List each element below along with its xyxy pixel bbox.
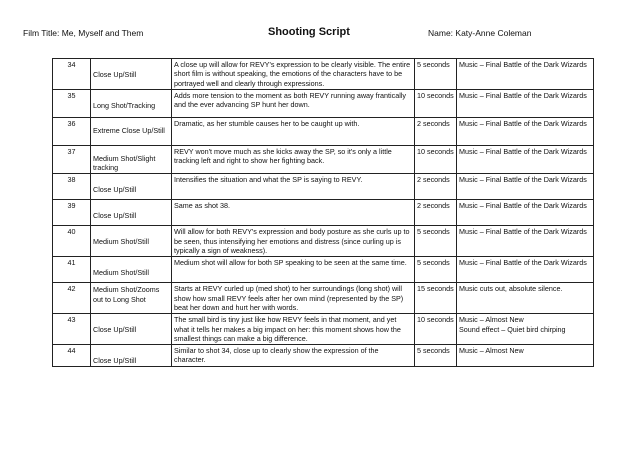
shot-type-cell [91, 314, 172, 345]
shot-row [53, 314, 594, 345]
shot-type-cell [91, 117, 172, 145]
shot-music: Music – Final Battle of the Dark Wizards [459, 227, 587, 237]
shot-number: 43 [67, 315, 76, 325]
shot-duration: 10 seconds [417, 315, 454, 325]
shot-duration-cell [415, 283, 457, 314]
shot-music: Music – Final Battle of the Dark Wizards [459, 118, 587, 128]
shot-number: 38 [67, 175, 76, 185]
page-header [0, 26, 638, 42]
shot-duration-cell [415, 314, 457, 345]
shot-music: Music – Final Battle of the Dark Wizards [459, 90, 587, 100]
shot-duration: 2 seconds [417, 201, 450, 211]
shot-number-cell [53, 145, 91, 174]
shot-description: REVY won't move much as she kicks away the SP, so it's only a little tracking left and right to show her fighting back. [174, 146, 392, 166]
shot-number-cell [53, 174, 91, 200]
shot-row [53, 200, 594, 226]
shot-number-cell [53, 257, 91, 283]
shot-duration: 2 seconds [417, 175, 450, 185]
shot-description-cell [172, 174, 415, 200]
shot-description-cell [172, 200, 415, 226]
shot-description-cell [172, 226, 415, 257]
shot-duration-cell [415, 174, 457, 200]
shot-description-cell [172, 345, 415, 367]
shot-music: Music – Final Battle of the Dark Wizards [459, 60, 587, 69]
shot-duration: 5 seconds [417, 227, 450, 237]
shot-type-cell [91, 257, 172, 283]
shot-description-cell [172, 59, 415, 90]
shot-description: A close up will allow for REVY's expression to be clearly visible. The entire short film is without speaking, the emotions of the characters have to be portrayed well and clearly through expressions. [174, 60, 411, 88]
shot-type-cell [91, 145, 172, 174]
shot-duration: 5 seconds [417, 60, 450, 69]
shot-music-cell [457, 145, 594, 174]
shot-type: Close Up/Still [93, 211, 137, 221]
shot-music: Music – Final Battle of the Dark Wizards [459, 201, 587, 211]
shot-row [53, 283, 594, 314]
shot-number-cell [53, 59, 91, 90]
shot-number: 35 [67, 90, 76, 100]
shot-description-cell [172, 89, 415, 117]
shot-music-cell [457, 283, 594, 314]
shot-row [53, 257, 594, 283]
shot-number: 41 [67, 258, 76, 268]
shot-description-cell [172, 257, 415, 283]
shot-description: Dramatic, as her stumble causes her to be caught up with. [174, 118, 360, 128]
shot-number: 36 [67, 118, 76, 128]
shot-duration-cell [415, 145, 457, 174]
shot-number: 34 [67, 60, 76, 69]
shot-type: Medium Shot/Still [93, 237, 149, 247]
shot-description: The small bird is tiny just like how REVY feels in that moment, and yet what it tells her makes a big impact on her: this moment shows how the smallest things can make a big difference. [174, 315, 401, 343]
shot-number-cell [53, 226, 91, 257]
shot-row [53, 226, 594, 257]
shot-type: Close Up/Still [93, 185, 137, 195]
shot-description: Adds more tension to the moment as both REVY running away frantically and the ever advancing SP hunt her down. [174, 90, 406, 110]
shot-description-cell [172, 117, 415, 145]
shot-description-cell [172, 145, 415, 174]
shot-type: Long Shot/Tracking [93, 100, 156, 110]
shot-music-cell [457, 117, 594, 145]
shot-description: Intensifies the situation and what the SP is saying to REVY. [174, 175, 363, 185]
shot-duration-cell [415, 89, 457, 117]
shot-number-cell [53, 314, 91, 345]
shooting-script-table [52, 58, 594, 367]
shot-type: Close Up/Still [93, 325, 137, 335]
shot-music: Music – Final Battle of the Dark Wizards [459, 258, 587, 268]
shot-number-cell [53, 283, 91, 314]
shot-music: Music – Almost New [459, 346, 524, 356]
shot-number: 44 [67, 346, 76, 356]
shot-type-cell [91, 174, 172, 200]
shot-type: Close Up/Still [93, 356, 137, 366]
shot-duration: 2 seconds [417, 118, 450, 128]
shot-number-cell [53, 345, 91, 367]
shot-description-cell [172, 283, 415, 314]
shot-music: Music – Final Battle of the Dark Wizards [459, 146, 587, 156]
shot-duration: 10 seconds [417, 90, 454, 100]
shot-type: Medium Shot/Zooms out to Long Shot [93, 285, 160, 304]
shot-music-cell [457, 345, 594, 367]
film-title: Film Title: Me, Myself and Them [23, 28, 144, 38]
shot-music: Music – Almost New Sound effect – Quiet bird chirping [459, 315, 566, 334]
author-name: Name: Katy-Anne Coleman [428, 28, 532, 38]
shot-duration-cell [415, 200, 457, 226]
shot-row [53, 145, 594, 174]
shot-duration-cell [415, 257, 457, 283]
shot-row [53, 59, 594, 90]
shot-row [53, 345, 594, 367]
shot-description-cell [172, 314, 415, 345]
shot-description: Starts at REVY curled up (med shot) to her surroundings (long shot) will show how small REVY feels after her own mind (represented by the SP) beat her down and hurt her with words. [174, 284, 404, 312]
shot-duration: 10 seconds [417, 146, 454, 156]
shot-row [53, 117, 594, 145]
shot-music: Music – Final Battle of the Dark Wizards [459, 175, 587, 185]
shot-row [53, 174, 594, 200]
shot-description: Will allow for both REVY's expression and body posture as she curls up to be seen, thus intensifying her emotions and distress (since curling up is typically a sign of weakness). [174, 227, 410, 256]
shot-type-cell [91, 345, 172, 367]
shot-number-cell [53, 200, 91, 226]
shot-number-cell [53, 89, 91, 117]
shot-type: Medium Shot/Still [93, 268, 149, 278]
shot-type: Medium Shot/Slight tracking [93, 153, 156, 173]
shot-description: Medium shot will allow for both SP speaking to be seen at the same time. [174, 258, 407, 268]
shot-music-cell [457, 257, 594, 283]
shot-number: 39 [67, 201, 76, 211]
shot-duration: 15 seconds [417, 284, 454, 294]
shot-type-cell [91, 89, 172, 117]
shot-music-cell [457, 89, 594, 117]
shot-duration-cell [415, 345, 457, 367]
shot-type-cell [91, 200, 172, 226]
shot-duration: 5 seconds [417, 258, 450, 268]
shot-duration-cell [415, 117, 457, 145]
shooting-script-body [53, 59, 594, 367]
document-title: Shooting Script [268, 26, 350, 38]
shot-description: Similar to shot 34, close up to clearly show the expression of the character. [174, 346, 379, 365]
shot-music: Music cuts out, absolute silence. [459, 284, 563, 294]
shot-number: 37 [67, 146, 76, 156]
shot-music-cell [457, 200, 594, 226]
shot-number-cell [53, 117, 91, 145]
shot-music-cell [457, 314, 594, 345]
shot-duration: 5 seconds [417, 346, 450, 356]
shot-type: Close Up/Still [93, 70, 137, 79]
shot-type-cell [91, 59, 172, 90]
shot-music-cell [457, 174, 594, 200]
shot-row [53, 89, 594, 117]
shot-music-cell [457, 226, 594, 257]
shot-description: Same as shot 38. [174, 201, 230, 211]
shot-number: 42 [67, 284, 76, 294]
shot-type-cell [91, 283, 172, 314]
shot-number: 40 [67, 227, 76, 237]
shot-music-cell [457, 59, 594, 90]
shot-type: Extreme Close Up/Still [93, 125, 165, 135]
shot-duration-cell [415, 59, 457, 90]
shot-duration-cell [415, 226, 457, 257]
shot-type-cell [91, 226, 172, 257]
